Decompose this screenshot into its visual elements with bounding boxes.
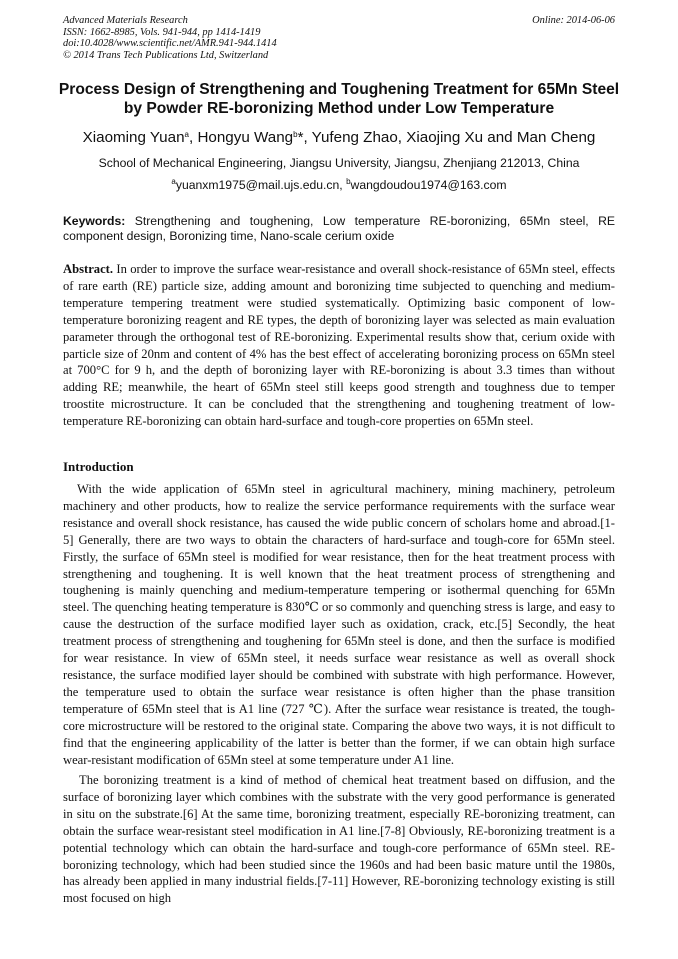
intro-paragraph-2: The boronizing treatment is a kind of method of chemical heat treatment based on diffusion, and the surface of boronizing layer which combines with the substrate with the very good performance is generated in situ on the substrate.[6] At the same time, boronizing treatment, especially RE-boronizing treatment, can obtain the surface wear-resistant steel modification in A1 line.[7-8] Obviously, RE-boronizing treatment is a potential technology which can obtain the hard-surface and tough-core performance of 65Mn steel. RE-boronizing technology, which had been studied since the 1960s and had been basic mature until the 1980s, has already been applied in many industrial fields.[7-11] However, RE-boronizing technology existing is still most focused on high [63, 773, 615, 906]
affiliation: School of Mechanical Engineering, Jiangsu University, Jiangsu, Zhenjiang 212013, China [98, 156, 580, 170]
paper-title: Process Design of Strengthening and Toughening Treatment for 65Mn Steel by Powder RE-boronizing Method under Low Temperature [58, 81, 620, 117]
copyright-line: © 2014 Trans Tech Publications Ltd, Switzerland [63, 49, 269, 61]
email-link[interactable]: yuanxm1975@mail.ujs.edu.cn, [175, 178, 347, 192]
keywords-label: Keywords: [63, 214, 126, 228]
email-link[interactable]: wangdoudou1974@163.com [350, 178, 507, 192]
author-names-rest: , Yufeng Zhao, Xiaojing Xu and Man Cheng [303, 129, 596, 146]
author-list [30, 129, 648, 147]
affiliation-marker: a [171, 177, 176, 186]
author-separator: , [188, 129, 198, 146]
abstract-text: In order to improve the surface wear-resistance and overall shock-resistance of 65Mn steel, effects of rare earth (RE) particle size, adding amount and boronizing time subjected to quenching and medium-temperature tempering treatment were studied systematically. Optimizing basic component of low-temperature boronizing reagent and RE types, the depth of boronizing layer was selected as main evaluation parameter through the orthogonal test of RE-boronizing. Experimental results show that, cerium oxide with particle size of 20nm and content of 4% has the best effect of accelerating boronizing process on 65Mn steel at 700°C for 9 h, and the depth of boronizing layer with RE-boronizing is about 3.3 times than without adding RE; meanwhile, the heart of 65Mn steel still keeps good strength and toughness due to temper troostite microstructure. It can be concluded that the strengthening and toughening treatment of low-temperature RE-boronizing can obtain hard-surface and tough-core properties on 65Mn steel. [63, 262, 615, 429]
issn-line: ISSN: 1662-8985, Vols. 941-944, pp 1414-1419 [63, 26, 261, 38]
online-date: Online: 2014-06-06 [532, 15, 615, 26]
author-name: Hongyu Wang [197, 129, 294, 146]
abstract-label: Abstract. [63, 262, 114, 276]
journal-name: Advanced Materials Research [63, 15, 188, 26]
journal-header [63, 15, 615, 61]
affiliation-marker: a [184, 130, 189, 139]
author-name: Xiaoming Yuan [82, 129, 185, 146]
affiliation-marker: b [346, 177, 351, 186]
intro-paragraph-1: With the wide application of 65Mn steel in agricultural machinery, mining machinery, petroleum machinery and other products, how to realize the service performance requirements with the surface wear resistance and overall shock resistance, has caused the wide public concern of scholars home and abroad.[1-5] Generally, there are two ways to obtain the characters of hard-surface and tough-core for 65Mn steel. Firstly, the surface of 65Mn steel is modified for wear resistance, then for the heat treatment process with strengthening and toughening. It is well known that the heat treatment process of strengthening and toughening is mainly quenching and medium-temperature tempering or isothermal quenching for 65Mn steel. The quenching heating temperature is 830℃ or so commonly and quenching stress is large, and easy to cause the destruction of the surface modified layer such as oxidation, crack, etc.[5] Secondly, the heat treatment process of strengthening and toughening for 65Mn steel is done, and then the surface is modified for wear resistance. In view of 65Mn steel, it needs surface wear resistance as well as overall shock resistance, the surface modified layer should be combined with substrate with high performance. However, the temperature used to obtain the surface wear resistance is often higher than the phase transition temperature of 65Mn steel that is A1 line (727 ℃). After the surface wear resistance is treated, the tough-core microstructure will be restored to the original state. Comparing the above two ways, it is not difficult to find that the engineering applicability of the latter is better than the former, if we can obtain high surface wear-resistant modification of 65Mn steel at some temperature under A1 line. [63, 482, 615, 767]
keywords-text: Strengthening and toughening, Low temperature RE-boronizing, 65Mn steel, RE component design, Boronizing time, Nano-scale cerium oxide [63, 214, 616, 243]
keywords-block [63, 214, 615, 244]
corresponding-mark: * [297, 129, 304, 146]
affiliation-marker: b [293, 130, 298, 139]
abstract-block [63, 261, 615, 430]
doi-line: doi:10.4028/www.scientific.net/AMR.941-944.1414 [63, 38, 277, 50]
section-heading-introduction: Introduction [63, 459, 134, 474]
author-emails [30, 178, 648, 193]
